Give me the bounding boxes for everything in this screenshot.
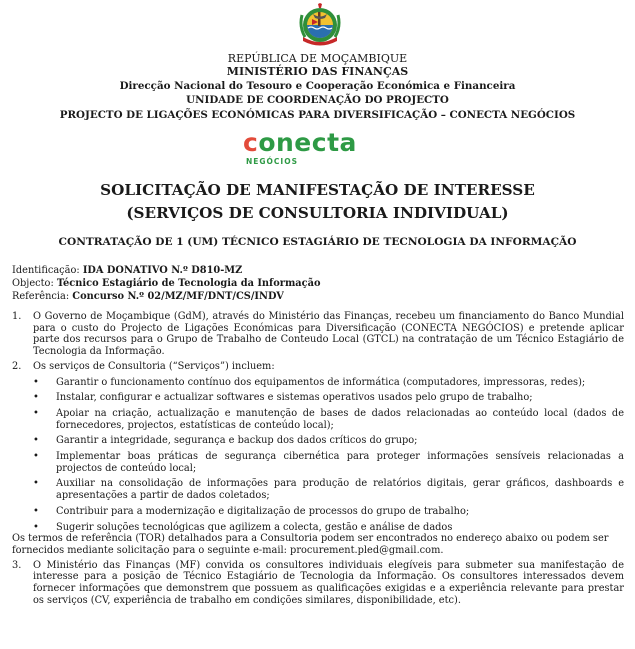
header-project: PROJECTO DE LIGAÇÕES ECONÓMICAS PARA DIVERSIFICAÇÃO – CONECTA NEGÓCIOS xyxy=(59,109,576,121)
bullet-icon: • xyxy=(33,521,39,533)
bullet-icon: • xyxy=(33,407,39,419)
logo-wordmark: conecta xyxy=(243,128,357,157)
bullet-icon: • xyxy=(33,435,39,447)
document-title: SOLICITAÇÃO DE MANIFESTAÇÃO DE INTERESSE xyxy=(100,181,535,199)
bullet-icon: • xyxy=(33,505,39,517)
section-2 xyxy=(12,361,624,373)
meta-reference-value: Concurso N.º 02/MZ/MF/DNT/CS/INDV xyxy=(72,291,284,302)
section-2-text: Os serviços de Consultoria (“Serviços”) incluem: xyxy=(33,360,275,372)
bullet-icon: • xyxy=(33,451,39,463)
list-item: • Apoiar na criação, actualização e manutenção de bases de dados relacionadas ao conteúdo local (dados de fornecedores, projectos, estatísticas de conteúdo local); xyxy=(12,408,624,431)
logo-subtext: NEGÓCIOS xyxy=(246,157,299,166)
meta-object-value: Técnico Estagiário de Tecnologia da Informação xyxy=(56,278,321,289)
header-unit: UNIDADE DE COORDENAÇÃO DO PROJECTO xyxy=(186,94,449,106)
meta-object xyxy=(12,278,321,289)
bullet-icon: • xyxy=(33,478,39,490)
section-1 xyxy=(12,311,624,358)
services-list xyxy=(12,377,624,534)
section-1-number: 1. xyxy=(12,311,22,322)
meta-object-label: Objecto: xyxy=(12,278,54,289)
conecta-negocios-logo xyxy=(243,129,393,171)
header-ministry: MINISTÉRIO DAS FINANÇAS xyxy=(226,65,409,78)
tor-paragraph: Os termos de referência (TOR) detalhados para a Consultoria podem ser encontrados no endereço abaixo ou podem ser fornecidos mediante solicitação para o seguinte e-mail: procurement.pled@gmail.com. xyxy=(12,533,609,556)
section-2-number: 2. xyxy=(12,360,22,372)
document-title-secondary: (SERVIÇOS DE CONSULTORIA INDIVIDUAL) xyxy=(126,204,509,222)
bullet-icon: • xyxy=(33,392,39,404)
meta-identification xyxy=(12,265,242,276)
section-3 xyxy=(12,560,624,607)
list-item: • Instalar, configurar e actualizar softwares e sistemas operativos usados pelo grupo de trabalho; xyxy=(12,392,624,404)
section-1-text: O Governo de Moçambique (GdM), através do Ministério das Finanças, recebeu um financiamento do Banco Mundial para o custo do Projecto de Ligações Económicas para Diversificação (CONECTA NEGÓCIOS) e pretende aplicar parte dos recursos para o Grupo de Trabalho de Conteudo Local (GTCL) na contratação de um Técnico Estagiário de Tecnologia da Informação. xyxy=(33,311,624,358)
section-3-text: O Ministério das Finanças (MF) convida os consultores individuais elegíveis para submeter sua manifestação de interesse para a posição de Técnico Estagiário de Tecnologia da Informação. Os consultores interessados devem fornecer informações que demonstrem que possuem as qualificações exigidas e a experiência relevante para prestar os serviços (CV, experiência de trabalho em condições similares, disponibilidade, etc). xyxy=(33,559,624,606)
bullet-icon: • xyxy=(33,376,39,388)
meta-id-value: IDA DONATIVO N.º D810-MZ xyxy=(82,265,243,276)
list-item: • Implementar boas práticas de segurança cibernética para proteger informações sensíveis relacionadas a projectos de conteúdo local; xyxy=(12,451,624,474)
list-item: • Auxiliar na consolidação de informações para produção de relatórios digitais, gerar gráficos, dashboards e apresentações a partir de dados coletados; xyxy=(12,478,624,501)
document-subtitle: CONTRATAÇÃO DE 1 (UM) TÉCNICO ESTAGIÁRIO DE TECNOLOGIA DA INFORMAÇÃO xyxy=(58,236,577,248)
national-emblem-icon xyxy=(298,3,342,51)
meta-id-label: Identificação: xyxy=(12,265,80,276)
document-body xyxy=(12,311,624,606)
meta-reference xyxy=(12,291,284,302)
header-country: REPÚBLICA DE MOÇAMBIQUE xyxy=(227,52,408,65)
list-item: • Contribuir para a modernização e digitalização de processos do grupo de trabalho; xyxy=(12,506,624,518)
list-item: • Sugerir soluções tecnológicas que agilizem a colecta, gestão e análise de dados xyxy=(12,522,624,534)
header-directorate: Direcção Nacional do Tesouro e Cooperação Económica e Financeira xyxy=(119,80,516,92)
list-item: • Garantir o funcionamento contínuo dos equipamentos de informática (computadores, impressoras, redes); xyxy=(12,377,624,389)
section-3-number: 3. xyxy=(12,559,22,571)
meta-reference-label: Referência: xyxy=(12,291,70,302)
list-item: • Garantir a integridade, segurança e backup dos dados críticos do grupo; xyxy=(12,435,624,447)
